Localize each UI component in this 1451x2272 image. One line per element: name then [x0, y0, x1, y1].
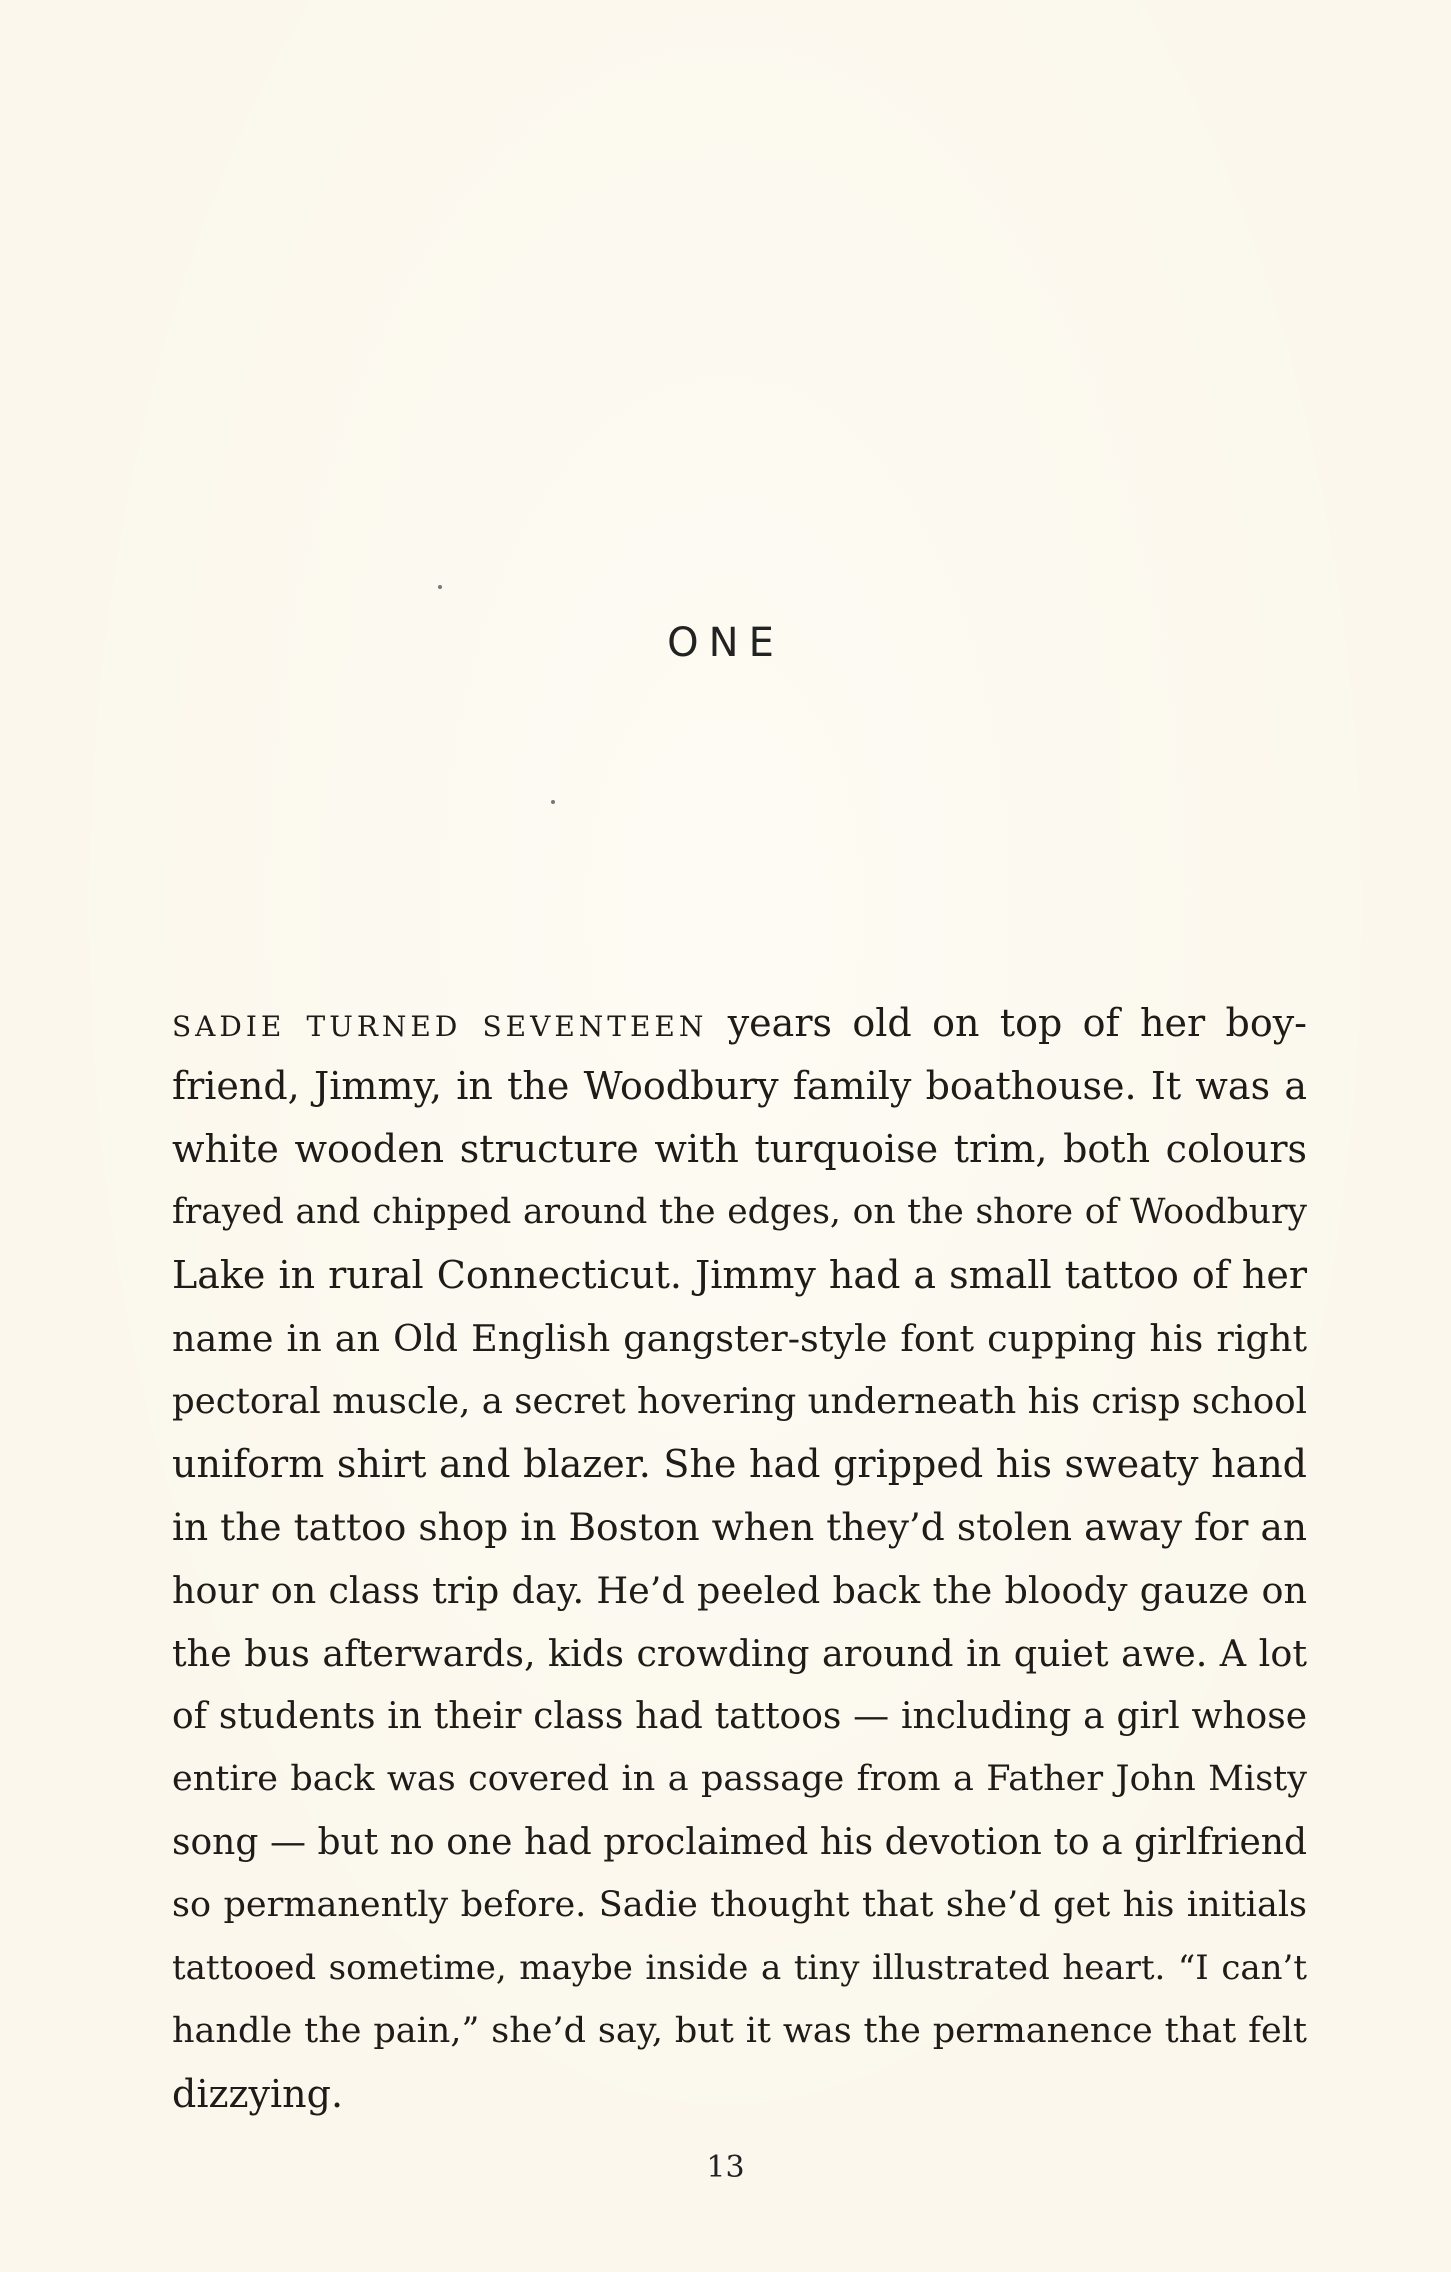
text-line: tattooed sometime, maybe inside a tiny illustrated heart. “I can’t: [172, 1948, 1307, 1988]
text-line: pectoral muscle, a secret hovering underneath his crisp school: [172, 1381, 1307, 1422]
page-number: 13: [706, 2150, 745, 2185]
text-line: handle the pain,” she’d say, but it was the permanence that felt: [172, 2011, 1307, 2051]
text-line: friend, Jimmy, in the Woodbury family boathouse. It was a: [172, 1064, 1307, 1108]
text-line-1: [172, 992, 1307, 1055]
text-line: hour on class trip day. He’d peeled back the bloody gauze on: [172, 1569, 1307, 1612]
paper-speck: [551, 800, 555, 804]
text-line: in the tattoo shop in Boston when they’d stolen away for an: [172, 1505, 1307, 1549]
text-line: so permanently before. Sadie thought that she’d get his initials: [172, 1885, 1307, 1925]
chapter-title: ONE: [667, 620, 784, 666]
text-line: the bus afterwards, kids crowding around in quiet awe. A lot: [172, 1632, 1307, 1675]
chapter-body-text: [172, 992, 1307, 2126]
opening-smallcaps: SADIE TURNED SEVENTEEN: [172, 1010, 708, 1043]
text-line: song — but no one had proclaimed his devotion to a girlfriend: [172, 1822, 1307, 1863]
text-line: Lake in rural Connecticut. Jimmy had a small tattoo of her: [172, 1253, 1307, 1297]
text-line: frayed and chipped around the edges, on the shore of Woodbury: [172, 1192, 1307, 1232]
first-line-rest: years old on top of her boy-: [707, 1001, 1307, 1045]
text-line: of students in their class had tattoos — including a girl whose: [172, 1696, 1307, 1737]
text-line-last: dizzying.: [172, 2072, 344, 2116]
text-line: white wooden structure with turquoise trim, both colours: [172, 1127, 1307, 1171]
text-line: uniform shirt and blazer. She had gripped his sweaty hand: [172, 1442, 1307, 1486]
text-line: name in an Old English gangster-style font cupping his right: [172, 1317, 1307, 1360]
text-line: entire back was covered in a passage from a Father John Misty: [172, 1759, 1307, 1799]
paper-speck: [438, 585, 442, 589]
